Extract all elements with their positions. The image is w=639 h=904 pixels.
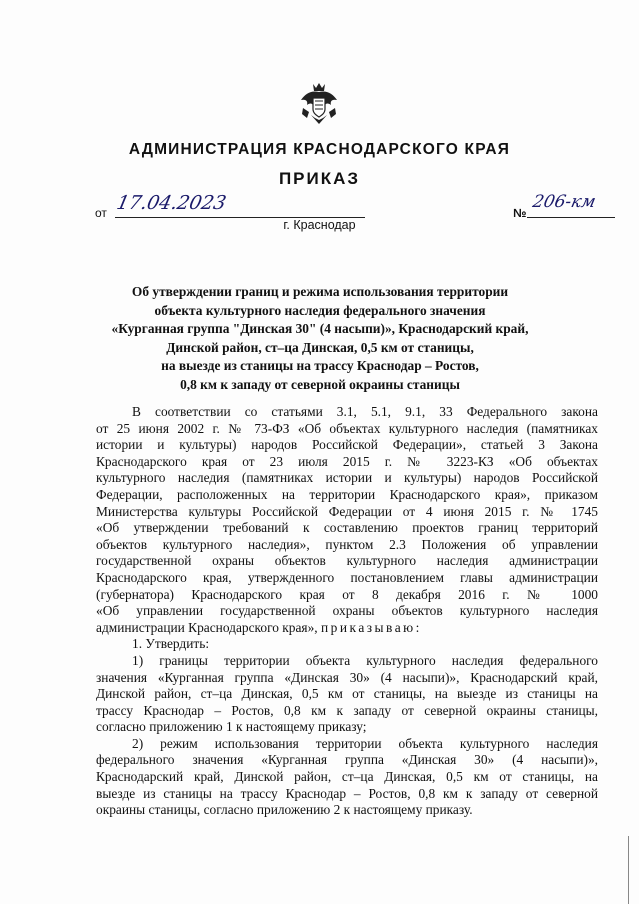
body-line: Министерства культуры Российской Федерации от 4 июня 2015 г. № 1745 bbox=[96, 503, 598, 519]
subject-line: на выезде из станицы на трассу Краснодар – Ростов, bbox=[161, 358, 479, 374]
organization-title: АДМИНИСТРАЦИЯ КРАСНОДАРСКОГО КРАЯ bbox=[128, 141, 511, 158]
body-line: «Об управлении государственной охраны объектов культурного наследия bbox=[96, 603, 598, 619]
body-line: Краснодарского края от 23 июля 2015 г. № 3223-КЗ «Об объектах bbox=[96, 453, 598, 469]
body-line: федерального значения «Курганная группа «Динская 30» (4 насыпи)», bbox=[96, 752, 598, 768]
body-line: выезде из станицы на трассу Краснодар – Ростов, 0,8 км к западу от северной bbox=[96, 785, 598, 801]
body-line: Краснодарского края, утвержденного постановлением главы администрации bbox=[96, 569, 598, 585]
handwritten-number: 206-км bbox=[530, 192, 598, 212]
body-line: (губернатора) Краснодарского края от 8 декабря 2016 г. № 1000 bbox=[96, 586, 598, 602]
document-body bbox=[96, 404, 598, 819]
number-label: № bbox=[513, 206, 527, 220]
body-line: культурного наследия (памятниках истории и культуры) народов Российской bbox=[96, 470, 598, 486]
sub-item-1 bbox=[96, 653, 598, 736]
body-line: 1) границы территории объекта культурного наследия федерального bbox=[132, 652, 598, 668]
city-label: г. Краснодар bbox=[283, 218, 356, 232]
body-line: В соответствии со статьями 3.1, 5.1, 9.1, 33 Федерального закона bbox=[132, 404, 598, 419]
subject-line: Динской район, ст–ца Динская, 0,5 км от станицы, bbox=[166, 339, 474, 355]
item-1-heading: 1. Утвердить: bbox=[132, 636, 210, 652]
preamble-paragraph bbox=[96, 404, 598, 636]
sub-item-2 bbox=[96, 736, 598, 819]
body-line: истории и культуры) народов Российской Федерации», статьей 3 Закона bbox=[96, 437, 598, 453]
body-line: от 25 июня 2002 г. № 73-ФЗ «Об объектах культурного наследия (памятниках bbox=[96, 420, 598, 436]
coat-of-arms-icon bbox=[299, 82, 339, 126]
body-line: Федерации, расположенных на территории Краснодарского края», приказом bbox=[96, 486, 598, 502]
subject-line: 0,8 км к западу от северной окраины станицы bbox=[180, 376, 460, 392]
document-type-title: ПРИКАЗ bbox=[278, 169, 361, 188]
body-line-prefix: администрации Краснодарского края», bbox=[96, 619, 318, 635]
body-line: объектов культурного наследия», пунктом 2.3 Положения об управлении bbox=[96, 536, 598, 552]
body-line: «Об утверждении требований к составлению проектов границ территорий bbox=[96, 520, 598, 536]
body-line: Динской район, ст–ца Динская, 0,5 км от станицы, на выезде из станицы на bbox=[96, 686, 598, 702]
body-line: окраины станицы, согласно приложению 2 к настоящему приказу. bbox=[96, 802, 473, 818]
body-line: государственной охраны объектов культурного наследия администрации bbox=[96, 553, 598, 569]
body-line: Краснодарский край, Динской район, ст–ца Динская, 0,5 км от станицы, на bbox=[96, 769, 598, 785]
body-line: значения «Курганная группа «Динская 30» (4 насыпи)», Краснодарский край, bbox=[96, 669, 598, 685]
document-subject bbox=[90, 283, 550, 395]
body-line: трассу Краснодар – Ростов, 0,8 км к западу от северной окраины станицы, bbox=[96, 702, 598, 718]
body-line: 2) режим использования территории объекта культурного наследия bbox=[132, 735, 598, 751]
body-line bbox=[96, 620, 598, 637]
handwritten-date: 17.04.2023 bbox=[114, 192, 229, 214]
from-label: от bbox=[95, 206, 107, 220]
subject-line: «Курганная группа "Динская 30" (4 насыпи)», Краснодарский край, bbox=[111, 321, 529, 337]
scan-edge-line bbox=[628, 836, 629, 904]
subject-line: Об утверждении границ и режима использования территории bbox=[131, 284, 509, 299]
order-verb: приказываю: bbox=[320, 619, 422, 635]
subject-line: объекта культурного наследия федерального значения bbox=[154, 302, 486, 318]
body-line: согласно приложению 1 к настоящему приказу; bbox=[96, 719, 367, 735]
